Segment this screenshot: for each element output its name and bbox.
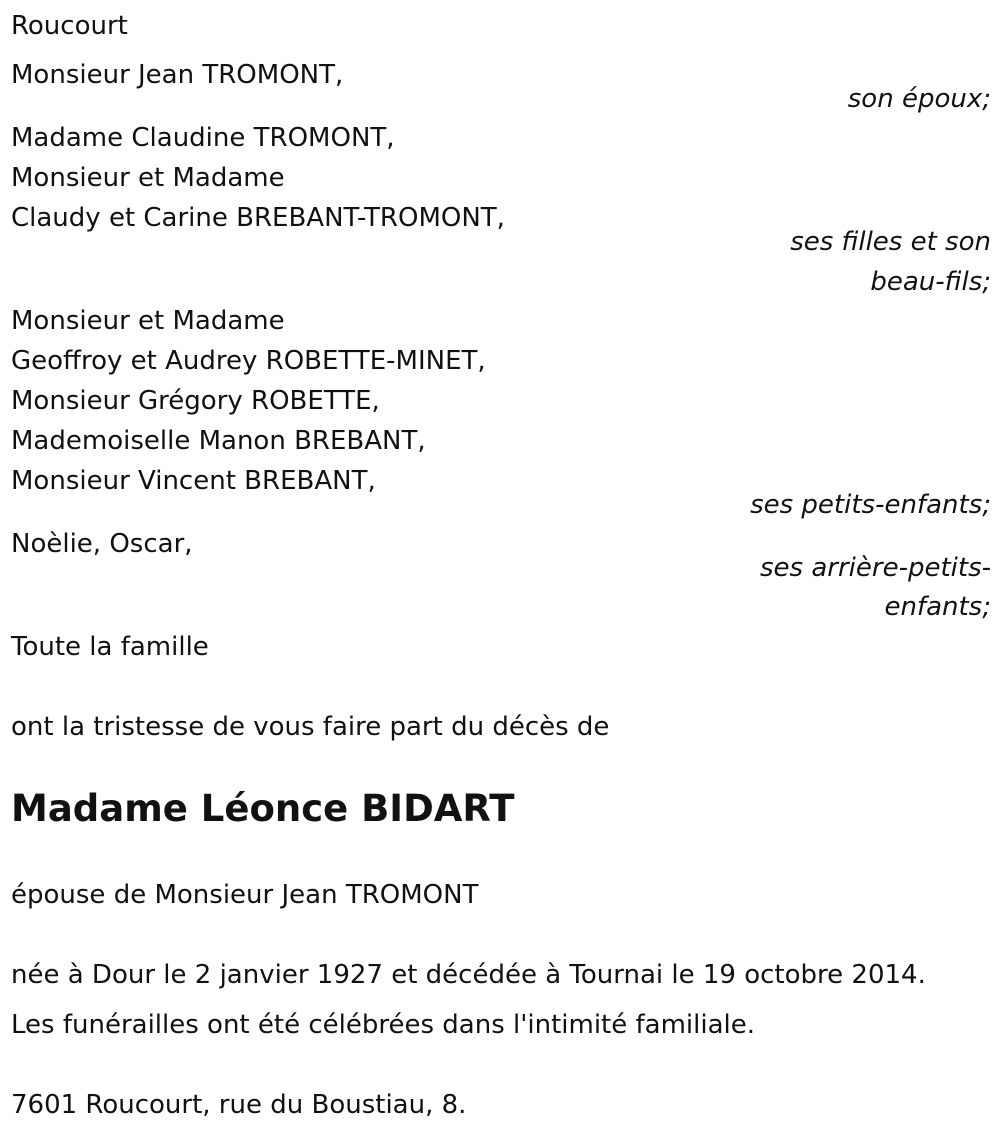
grandchild-name: Monsieur Grégory ROBETTE, [11,386,380,416]
deceased-name: Madame Léonce BIDART [11,787,515,830]
great-grandchildren-names: Noèlie, Oscar, [11,529,193,559]
relation-daughters-line1: ses filles et son [790,227,991,257]
address: 7601 Roucourt, rue du Boustiau, 8. [11,1090,467,1120]
daughter-couple-names: Claudy et Carine BREBANT-TROMONT, [11,203,505,233]
relation-daughters-line2: beau-fils; [870,267,991,297]
funeral-note: Les funérailles ont été célébrées dans l'intimité familiale. [11,1010,755,1040]
grandchild-couple-title: Monsieur et Madame [11,306,285,336]
family-line: Toute la famille [11,632,209,662]
spouse-name: Monsieur Jean TROMONT, [11,60,344,90]
daughter-couple-title: Monsieur et Madame [11,163,285,193]
relation-great-grandchildren-line2: enfants; [884,592,991,622]
birth-death-dates: née à Dour le 2 janvier 1927 et décédée à Tournai le 19 octobre 2014. [11,960,926,990]
location-heading: Roucourt [11,11,128,41]
grandchild-name: Mademoiselle Manon BREBANT, [11,426,426,456]
deceased-spouse-line: épouse de Monsieur Jean TROMONT [11,880,479,910]
daughter-name: Madame Claudine TROMONT, [11,123,395,153]
announcement-text: ont la tristesse de vous faire part du décès de [11,712,610,742]
relation-grandchildren: ses petits-enfants; [750,490,991,520]
relation-great-grandchildren-line1: ses arrière-petits- [760,553,991,583]
grandchild-name: Monsieur Vincent BREBANT, [11,466,376,496]
relation-spouse: son époux; [847,84,991,114]
grandchild-couple-names: Geoffroy et Audrey ROBETTE-MINET, [11,346,486,376]
